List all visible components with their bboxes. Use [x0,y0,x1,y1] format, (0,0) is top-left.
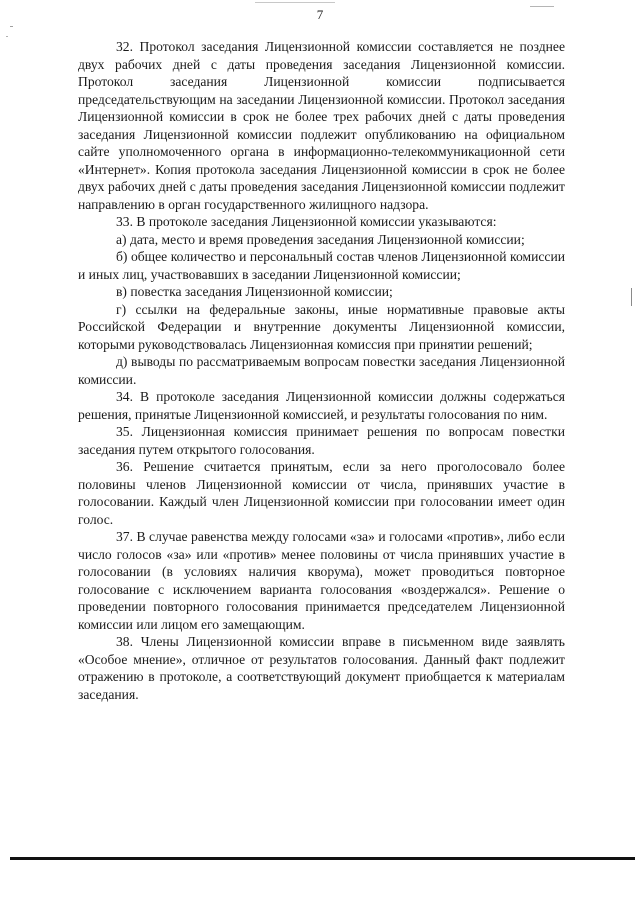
paragraph-33: 33. В протоколе заседания Лицензионной комиссии указываются: [116,214,497,229]
scan-artifact-top [255,2,335,3]
list-item-d: д) выводы по рассматриваемым вопросам повестки заседания Лицензионной комиссии. [78,354,565,387]
list-item-g: г) ссылки на федеральные законы, иные нормативные правовые акты Российской Федерации и внутренние документы Лицензионной комиссии, которыми руководствовалась Лицензионная комиссия при принятии решений; [78,301,565,352]
list-item-v: в) повестка заседания Лицензионной комиссии; [116,284,393,299]
scan-artifact-left [10,26,13,27]
page-bottom-border [10,857,635,860]
document-body [78,38,565,703]
paragraph-34: 34. В протоколе заседания Лицензионной комиссии должны содержаться решения, принятые Лицензионной комиссией, и результаты голосования по ним. [78,389,565,422]
paragraph-37: 37. В случае равенства между голосами «за» и голосами «против», либо если число голосов «за» или «против» менее половины от числа принявших участие в голосовании (в условиях наличия кворума), может проводиться повторное голосование с исключением варианта голосования «воздержался». Решение о проведении повторного голосования принимается председателем Лицензионной комиссии или лицом его замещающим. [78,529,565,632]
paragraph-38: 38. Члены Лицензионной комиссии вправе в письменном виде заявлять «Особое мнение», отличное от результатов голосования. Данный факт подлежит отражению в протоколе, а соответствующий документ приобщается к материалам заседания. [78,634,565,702]
scan-artifact-left-2 [6,36,8,37]
list-item-a: а) дата, место и время проведения заседания Лицензионной комиссии; [116,231,525,247]
list-item-b: б) общее количество и персональный состав членов Лицензионной комиссии и иных лиц, участвовавших в заседании Лицензионной комиссии; [78,249,565,282]
paragraph-32: 32. Протокол заседания Лицензионной комиссии составляется не позднее двух рабочих дней с даты проведения заседания Лицензионной комиссии. Протокол заседания Лицензионной комиссии подписывается председательствующим на заседании Лицензионной комиссии. Протокол заседания Лицензионной комиссии в срок не более трех рабочих дней с даты проведения заседания Лицензионной комиссии подлежит опубликованию на официальном сайте уполномоченного органа в информационно-телекоммуникационной сети «Интернет». Копия протокола заседания Лицензионной комиссии в срок не более двух рабочих дней с даты проведения заседания Лицензионной комиссии подлежит направлению в орган государственного жилищного надзора. [78,39,565,212]
page-number: 7 [316,7,324,22]
scan-artifact-right [631,288,632,306]
paragraph-35: 35. Лицензионная комиссия принимает решения по вопросам повестки заседания путем открытого голосования. [78,424,565,457]
paragraph-36: 36. Решение считается принятым, если за него проголосовало более половины членов Лицензионной комиссии от числа, принявших участие в голосовании. Каждый член Лицензионной комиссии при голосовании имеет один голос. [78,459,565,527]
